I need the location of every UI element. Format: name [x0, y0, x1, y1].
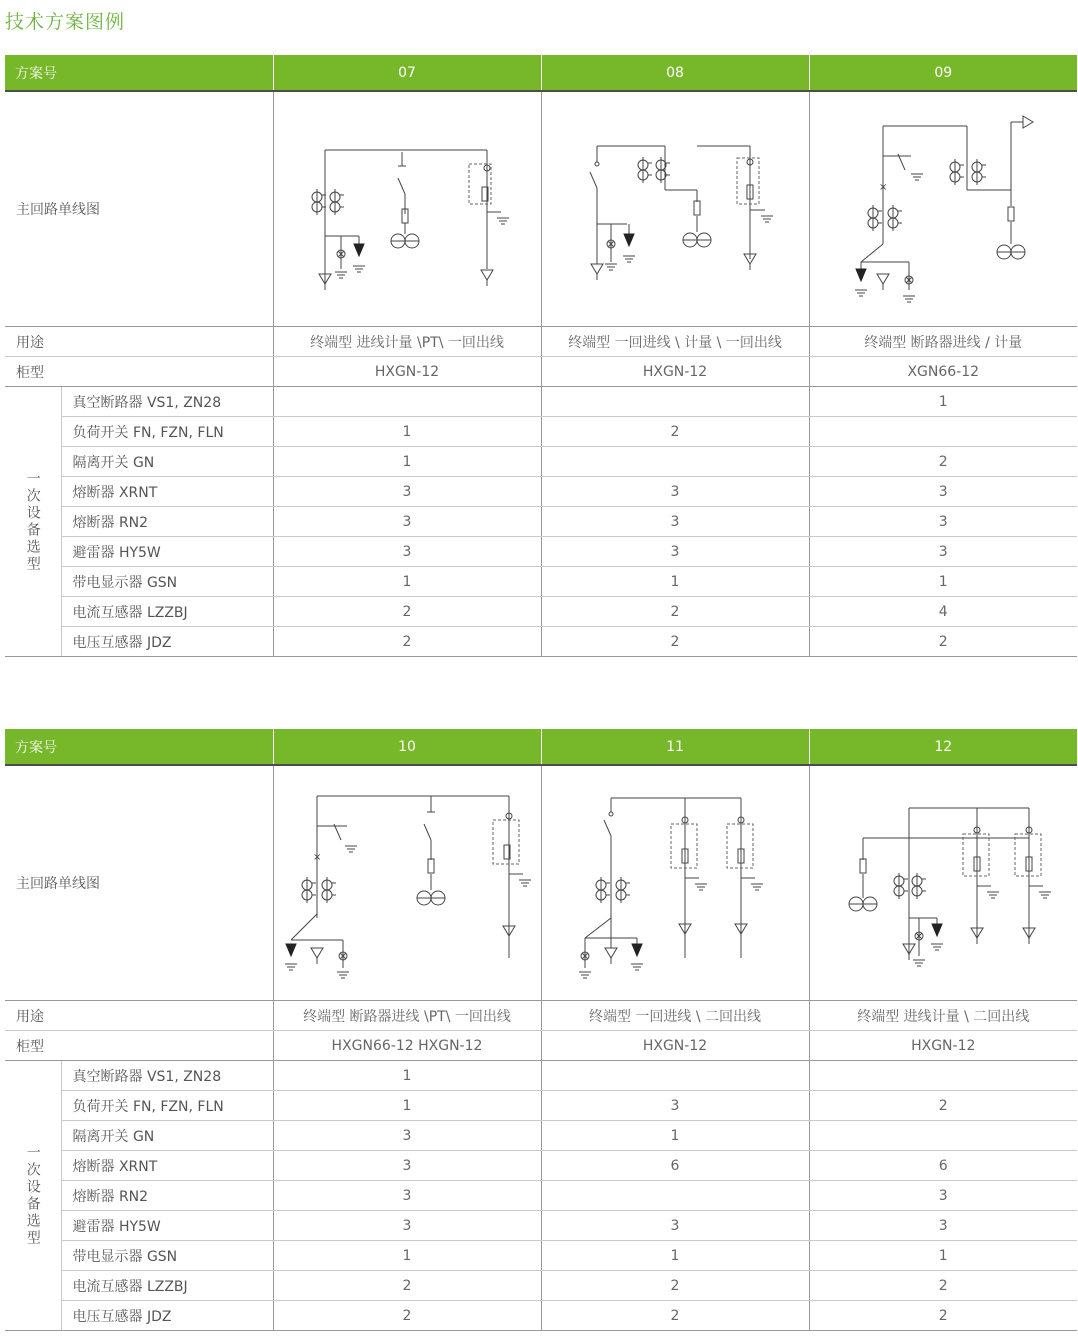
usage-08: 终端型 一回进线 \ 计量 \ 一回出线 — [541, 327, 809, 357]
equipment-row — [5, 567, 1077, 597]
count-cell: 3 — [273, 1211, 541, 1241]
scheme-table-1 — [5, 55, 1077, 657]
count-cell: 2 — [541, 1271, 809, 1301]
count-cell: 3 — [273, 507, 541, 537]
count-cell: 1 — [273, 1061, 541, 1091]
cabinet-10: HXGN66-12 HXGN-12 — [273, 1031, 541, 1061]
count-cell: 2 — [273, 1271, 541, 1301]
equipment-name: 隔离开关 GN — [61, 1121, 273, 1151]
usage-09: 终端型 断路器进线 / 计量 — [809, 327, 1077, 357]
count-cell: 1 — [273, 447, 541, 477]
diagram-10-cell — [273, 765, 541, 1001]
equipment-name: 熔断器 RN2 — [61, 1181, 273, 1211]
count-cell — [809, 1121, 1077, 1151]
diagram-08 — [545, 94, 805, 324]
header-row — [5, 729, 1077, 765]
diagram-07-cell — [273, 91, 541, 327]
count-cell: 2 — [273, 597, 541, 627]
primary-equipment-label: 一次设备选型 — [5, 1061, 61, 1331]
diagram-08-cell — [541, 91, 809, 327]
cabinet-12: HXGN-12 — [809, 1031, 1077, 1061]
count-cell: 2 — [809, 1271, 1077, 1301]
count-cell: 3 — [273, 537, 541, 567]
count-cell: 2 — [273, 627, 541, 657]
count-cell: 2 — [273, 1301, 541, 1331]
page-title: 技术方案图例 — [5, 11, 126, 33]
count-cell — [809, 1061, 1077, 1091]
primary-equipment-label: 一次设备选型 — [5, 387, 61, 657]
count-cell — [273, 387, 541, 417]
count-cell: 3 — [809, 477, 1077, 507]
equipment-name: 隔离开关 GN — [61, 447, 273, 477]
equipment-row — [5, 537, 1077, 567]
equipment-name: 真空断路器 VS1, ZN28 — [61, 1061, 273, 1091]
count-cell: 3 — [809, 537, 1077, 567]
count-cell — [541, 1181, 809, 1211]
equipment-name: 避雷器 HY5W — [61, 1211, 273, 1241]
usage-11: 终端型 一回进线 \ 二回出线 — [541, 1001, 809, 1031]
count-cell: 1 — [273, 417, 541, 447]
count-cell: 2 — [809, 447, 1077, 477]
diagram-10 — [277, 768, 537, 998]
equipment-name: 带电显示器 GSN — [61, 1241, 273, 1271]
count-cell: 2 — [809, 1091, 1077, 1121]
cabinet-label: 柜型 — [5, 357, 273, 387]
cabinet-11: HXGN-12 — [541, 1031, 809, 1061]
count-cell: 6 — [541, 1151, 809, 1181]
usage-10: 终端型 断路器进线 \PT\ 一回出线 — [273, 1001, 541, 1031]
count-cell: 3 — [273, 1181, 541, 1211]
header-row — [5, 55, 1077, 91]
count-cell: 3 — [541, 1091, 809, 1121]
equipment-row — [5, 1241, 1077, 1271]
equipment-row — [5, 597, 1077, 627]
equipment-row — [5, 447, 1077, 477]
count-cell: 1 — [541, 567, 809, 597]
count-cell — [541, 387, 809, 417]
svg-text:×: × — [313, 852, 322, 863]
scheme-table-2 — [5, 729, 1077, 1331]
equipment-row — [5, 1061, 1077, 1091]
svg-text:×: × — [879, 182, 888, 193]
count-cell: 3 — [541, 1211, 809, 1241]
diagram-12 — [813, 768, 1073, 998]
count-cell: 1 — [273, 567, 541, 597]
equipment-row — [5, 1091, 1077, 1121]
equipment-name: 负荷开关 FN, FZN, FLN — [61, 1091, 273, 1121]
cabinet-07: HXGN-12 — [273, 357, 541, 387]
usage-12: 终端型 进线计量 \ 二回出线 — [809, 1001, 1077, 1031]
equipment-name: 电流互感器 LZZBJ — [61, 1271, 273, 1301]
equipment-row — [5, 1181, 1077, 1211]
count-cell: 4 — [809, 597, 1077, 627]
count-cell — [541, 447, 809, 477]
diagram-09 — [813, 94, 1073, 324]
equipment-row — [5, 1211, 1077, 1241]
count-cell — [809, 417, 1077, 447]
count-cell: 2 — [809, 1301, 1077, 1331]
count-cell: 6 — [809, 1151, 1077, 1181]
count-cell: 1 — [809, 567, 1077, 597]
count-cell: 2 — [541, 417, 809, 447]
main-circuit-label: 主回路单线图 — [5, 765, 273, 1001]
equipment-row — [5, 1301, 1077, 1331]
count-cell: 2 — [809, 627, 1077, 657]
scheme-09-id: 09 — [809, 55, 1077, 91]
equipment-row — [5, 627, 1077, 657]
equipment-name: 电流互感器 LZZBJ — [61, 597, 273, 627]
usage-07: 终端型 进线计量 \PT\ 一回出线 — [273, 327, 541, 357]
diagram-11 — [545, 768, 805, 998]
count-cell: 1 — [541, 1241, 809, 1271]
count-cell: 3 — [809, 507, 1077, 537]
count-cell — [541, 1061, 809, 1091]
count-cell: 3 — [273, 1151, 541, 1181]
equipment-row — [5, 1271, 1077, 1301]
main-circuit-label: 主回路单线图 — [5, 91, 273, 327]
scheme-08-id: 08 — [541, 55, 809, 91]
count-cell: 3 — [809, 1211, 1077, 1241]
cabinet-09: XGN66-12 — [809, 357, 1077, 387]
equipment-row — [5, 507, 1077, 537]
diagram-12-cell — [809, 765, 1077, 1001]
count-cell: 3 — [541, 537, 809, 567]
scheme-number-label: 方案号 — [5, 55, 273, 91]
cabinet-label: 柜型 — [5, 1031, 273, 1061]
scheme-11-id: 11 — [541, 729, 809, 765]
scheme-07-id: 07 — [273, 55, 541, 91]
equipment-row — [5, 387, 1077, 417]
equipment-row — [5, 1151, 1077, 1181]
equipment-name: 电压互感器 JDZ — [61, 627, 273, 657]
count-cell: 3 — [273, 1121, 541, 1151]
count-cell: 2 — [541, 627, 809, 657]
equipment-name: 熔断器 RN2 — [61, 507, 273, 537]
equipment-name: 避雷器 HY5W — [61, 537, 273, 567]
count-cell: 3 — [541, 507, 809, 537]
scheme-12-id: 12 — [809, 729, 1077, 765]
usage-label: 用途 — [5, 1001, 273, 1031]
diagram-07 — [277, 94, 537, 324]
scheme-number-label: 方案号 — [5, 729, 273, 765]
equipment-row — [5, 477, 1077, 507]
count-cell: 2 — [541, 1301, 809, 1331]
count-cell: 1 — [809, 1241, 1077, 1271]
equipment-name: 熔断器 XRNT — [61, 477, 273, 507]
cabinet-08: HXGN-12 — [541, 357, 809, 387]
equipment-name: 带电显示器 GSN — [61, 567, 273, 597]
count-cell: 2 — [541, 597, 809, 627]
count-cell: 3 — [809, 1181, 1077, 1211]
usage-label: 用途 — [5, 327, 273, 357]
count-cell: 3 — [541, 477, 809, 507]
count-cell: 1 — [809, 387, 1077, 417]
equipment-name: 负荷开关 FN, FZN, FLN — [61, 417, 273, 447]
scheme-10-id: 10 — [273, 729, 541, 765]
diagram-09-cell — [809, 91, 1077, 327]
equipment-name: 真空断路器 VS1, ZN28 — [61, 387, 273, 417]
equipment-row — [5, 417, 1077, 447]
equipment-row — [5, 1121, 1077, 1151]
count-cell: 1 — [273, 1241, 541, 1271]
count-cell: 1 — [541, 1121, 809, 1151]
equipment-name: 电压互感器 JDZ — [61, 1301, 273, 1331]
equipment-name: 熔断器 XRNT — [61, 1151, 273, 1181]
diagram-11-cell — [541, 765, 809, 1001]
count-cell: 3 — [273, 477, 541, 507]
count-cell: 1 — [273, 1091, 541, 1121]
